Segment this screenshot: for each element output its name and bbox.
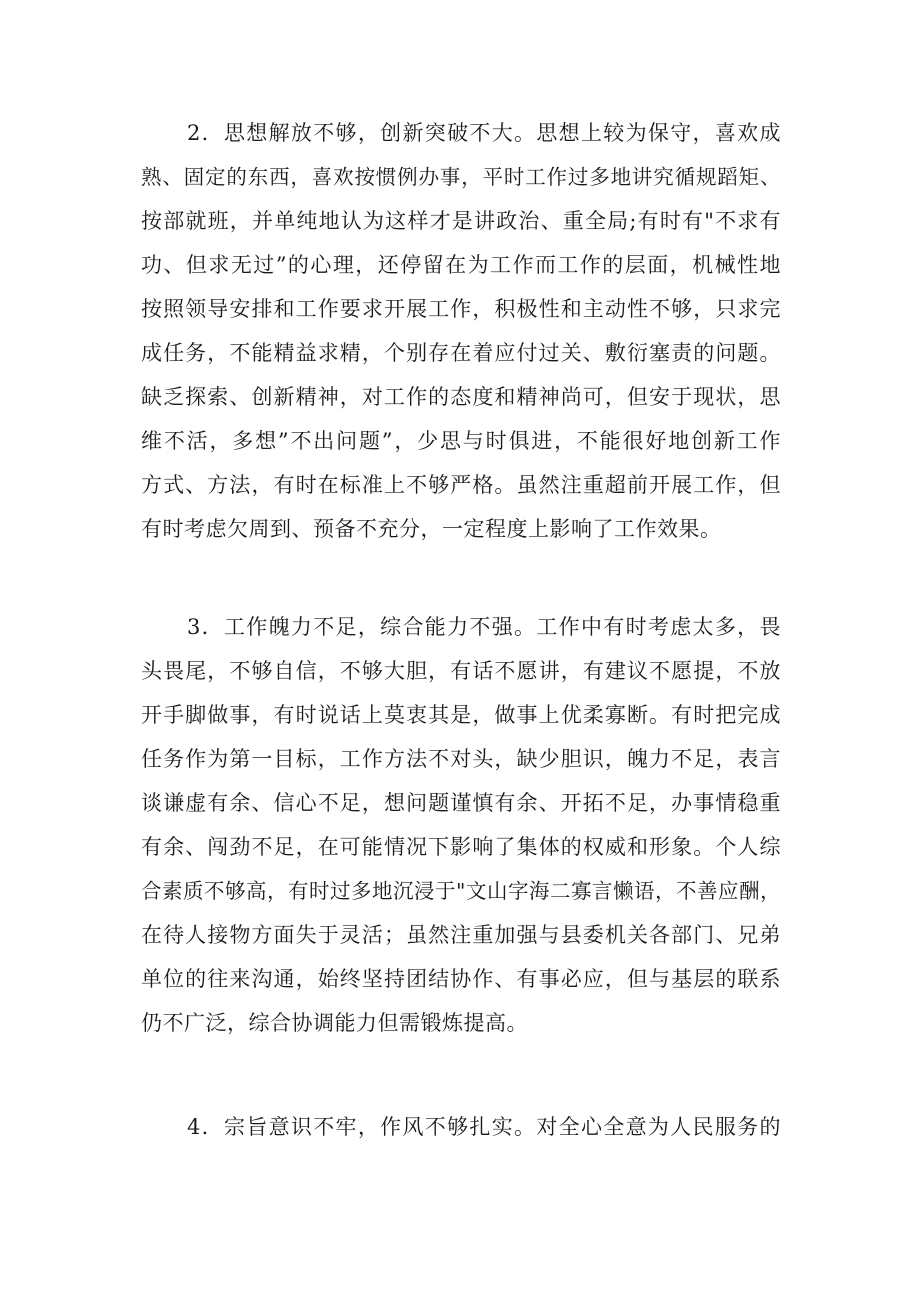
text-line: 谈谦虚有余、信心不足，想问题谨慎有余、开拓不足，办事情稳重 [141, 791, 781, 815]
text-line: 熟、固定的东西，喜欢按惯例办事，平时工作过多地讲究循规蹈矩、 [141, 165, 781, 189]
text-line: 在待人接物方面失于灵活；虽然注重加强与县委机关各部门、兄弟 [141, 923, 781, 947]
text-line: 功、但求无过”的心理，还停留在为工作而工作的层面，机械性地 [141, 253, 781, 277]
text-line: 按部就班，并单纯地认为这样才是讲政治、重全局;有时有"不求有 [141, 209, 781, 233]
text-line: 合素质不够高，有时过多地沉浸于"文山字海二寡言懒语，不善应酬， [141, 879, 781, 903]
text-line: 有时考虑欠周到、预备不充分，一定程度上影响了工作效果。 [141, 517, 722, 541]
text-line: 开手脚做事，有时说话上莫衷其是，做事上优柔寡断。有时把完成 [141, 703, 781, 727]
text-line: 3．工作魄力不足，综合能力不强。工作中有时考虑太多，畏 [187, 615, 781, 639]
paragraph-4 [141, 1105, 781, 1149]
text-line: 缺乏探索、创新精神，对工作的态度和精神尚可，但安于现状，思 [141, 385, 781, 409]
text-line: 单位的往来沟通，始终坚持团结协作、有事必应，但与基层的联系 [141, 967, 781, 991]
text-line: 仍不广泛，综合协调能力但需锻炼提高。 [141, 1011, 528, 1035]
text-line: 头畏尾，不够自信，不够大胆，有话不愿讲，有建议不愿提，不放 [141, 659, 781, 683]
text-line: 按照领导安排和工作要求开展工作，积极性和主动性不够，只求完 [141, 297, 781, 321]
text-line: 2．思想解放不够，创新突破不大。思想上较为保守，喜欢成 [187, 121, 781, 145]
text-line: 方式、方法，有时在标准上不够严格。虽然注重超前开展工作，但 [141, 473, 781, 497]
text-line: 有余、闯劲不足，在可能情况下影响了集体的权威和形象。个人综 [141, 835, 781, 859]
text-line: 维不活，多想”不出问题”，少思与时俱进，不能很好地创新工作 [141, 429, 781, 453]
text-line: 任务作为第一目标，工作方法不对头，缺少胆识，魄力不足，表言 [141, 747, 781, 771]
paragraph-3 [141, 605, 781, 1045]
text-line: 成任务，不能精益求精，个别存在着应付过关、敷衍塞责的问题。 [141, 341, 781, 365]
paragraph-2 [141, 111, 781, 551]
text-line: 4．宗旨意识不牢，作风不够扎实。对全心全意为人民服务的 [187, 1115, 781, 1139]
